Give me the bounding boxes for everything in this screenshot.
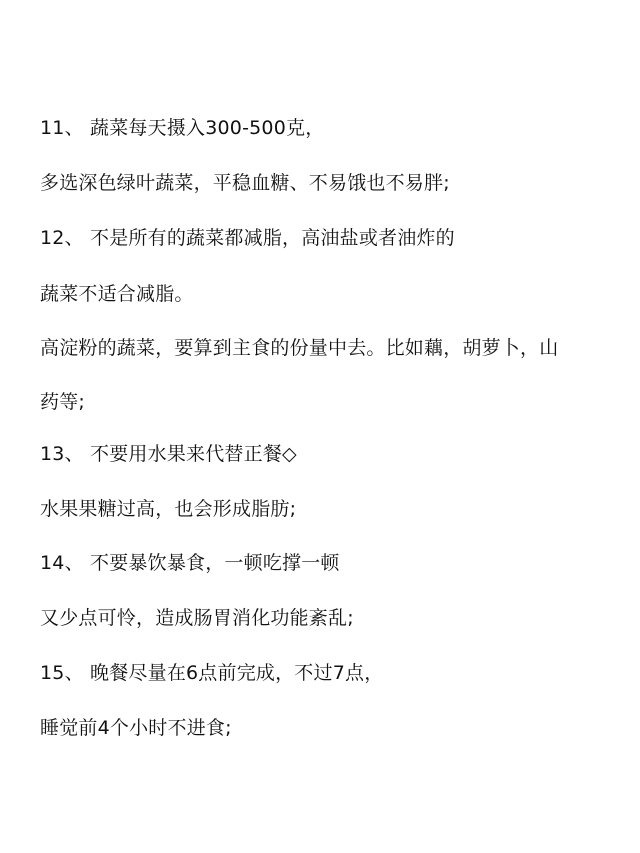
text-line-tip-14: 14、 不要暴饮暴食，一顿吃撑一顿 [40,552,340,574]
text-line-tip-14-detail: 又少点可怜，造成肠胃消化功能紊乱; [40,607,354,629]
text-line-tip-11-detail: 多选深色绿叶蔬菜，平稳血糖、不易饿也不易胖; [40,172,450,194]
text-line-tip-12: 12、 不是所有的蔬菜都减脂，高油盐或者油炸的 [40,227,455,249]
text-line-tip-13: 13、 不要用水果来代替正餐◇ [40,443,297,465]
text-line-tip-13-detail: 水果果糖过高，也会形成脂肪; [40,498,297,520]
text-line-tip-12-cont: 蔬菜不适合减脂。 [40,283,194,305]
text-line-tip-11: 11、 蔬菜每天摄入300-500克， [40,117,325,139]
text-line-tip-15-detail: 睡觉前4个小时不进食; [40,717,232,739]
text-line-tip-15: 15、 晚餐尽量在6点前完成，不过7点， [40,662,384,684]
text-line-tip-12-detail-cont: 药等; [40,391,86,413]
text-line-tip-12-detail: 高淀粉的蔬菜，要算到主食的份量中去。比如藕，胡萝卜，山 [40,337,559,359]
